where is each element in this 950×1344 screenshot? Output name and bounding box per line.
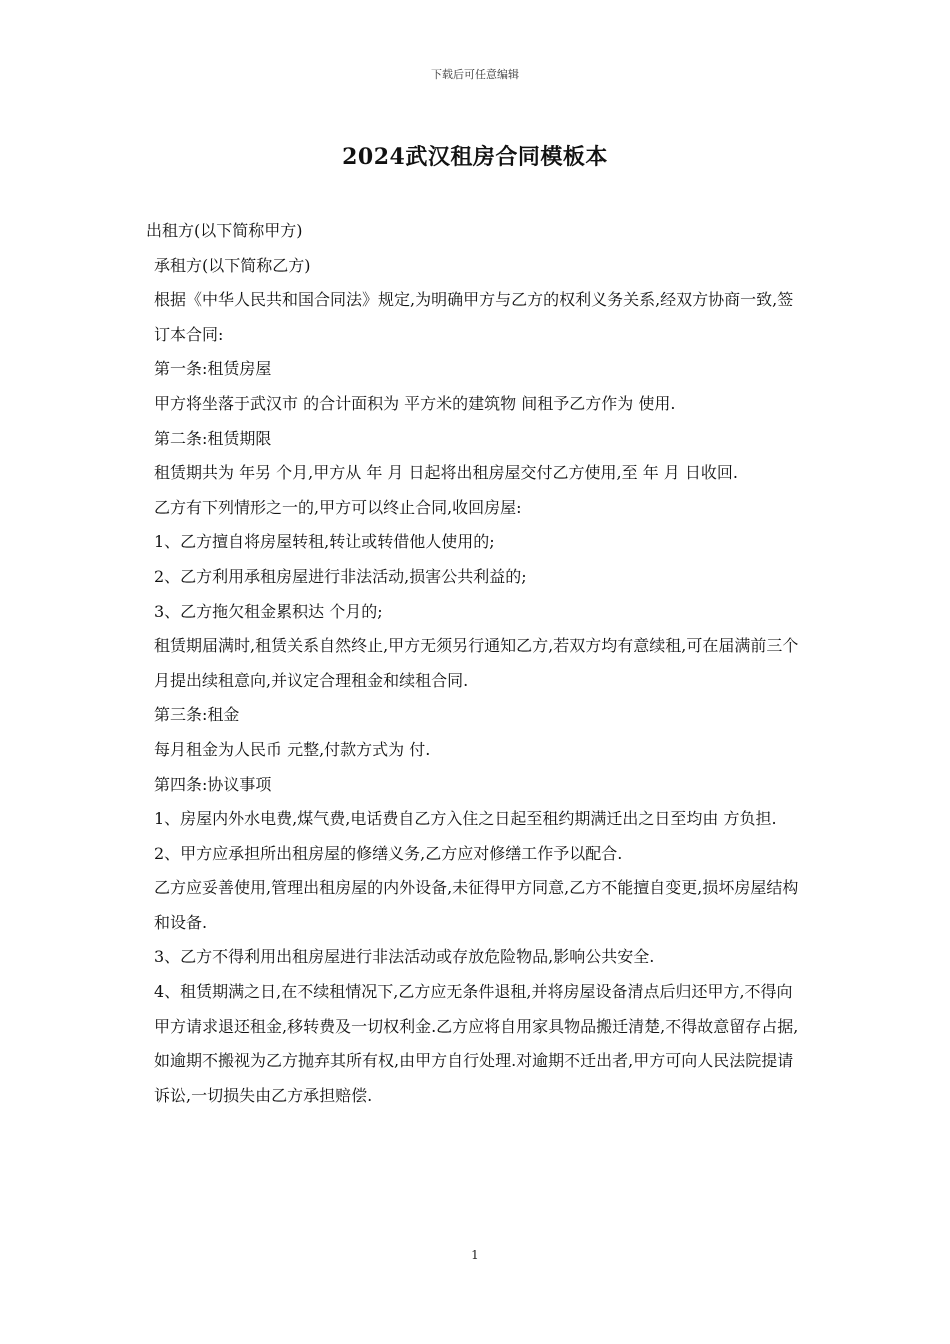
document-body: [146, 214, 808, 1113]
list-item-termination-3: 3、乙方拖欠租金累积达 个月的;: [154, 601, 383, 621]
article-1-heading: 第一条:租赁房屋: [154, 359, 272, 379]
paragraph-preamble: 根据《中华人民共和国合同法》规定,为明确甲方与乙方的权利义务关系,经双方协商一致,签订本合同:: [154, 290, 794, 344]
list-item-agreement-2: 2、甲方应承担所出租房屋的修缮义务,乙方应对修缮工作予以配合.: [154, 843, 623, 863]
header-note: 下载后可任意编辑: [431, 68, 519, 81]
list-item-agreement-4: 4、租赁期满之日,在不续租情况下,乙方应无条件退租,并将房屋设备清点后归还甲方,不得向甲方请求退还租金,移转费及一切权利金.乙方应将自用家具物品搬迁清楚,不得故意留存占据,如逾期不搬视为乙方抛弃其所有权,由甲方自行处理.对逾期不迁出者,甲方可向人民法院提请诉讼,一切损失由乙方承担赔偿.: [154, 982, 799, 1105]
list-item-termination-2: 2、乙方利用承租房屋进行非法活动,损害公共利益的;: [154, 566, 527, 586]
paragraph-maintenance: 乙方应妥善使用,管理出租房屋的内外设备,未征得甲方同意,乙方不能擅自变更,损坏房屋结构和设备.: [154, 878, 799, 932]
paragraph-lessee: 承租方(以下简称乙方): [154, 255, 311, 275]
list-item-agreement-1: 1、房屋内外水电费,煤气费,电话费自乙方入住之日起至租约期满迁出之日至均由 方负担.: [154, 809, 777, 829]
paragraph-termination-intro: 乙方有下列情形之一的,甲方可以终止合同,收回房屋:: [154, 497, 522, 517]
article-4-heading: 第四条:协议事项: [154, 774, 272, 794]
paragraph-premises: 甲方将坐落于武汉市 的合计面积为 平方米的建筑物 间租予乙方作为 使用.: [154, 393, 676, 413]
paragraph-lessor: 出租方(以下简称甲方): [146, 221, 303, 240]
page-number: 1: [471, 1248, 479, 1262]
paragraph-term: 租赁期共为 年另 个月,甲方从 年 月 日起将出租房屋交付乙方使用,至 年 月 日收回.: [154, 463, 738, 483]
article-3-heading: 第三条:租金: [154, 705, 240, 725]
list-item-agreement-3: 3、乙方不得利用出租房屋进行非法活动或存放危险物品,影响公共安全.: [154, 947, 655, 967]
document-title: 2024武汉租房合同模板本: [342, 144, 608, 170]
paragraph-rent: 每月租金为人民币 元整,付款方式为 付.: [154, 739, 431, 759]
article-2-heading: 第二条:租赁期限: [154, 428, 272, 448]
paragraph-renewal: 租赁期届满时,租赁关系自然终止,甲方无须另行通知乙方,若双方均有意续租,可在届满前三个月提出续租意向,并议定合理租金和续租合同.: [154, 636, 799, 690]
list-item-termination-1: 1、乙方擅自将房屋转租,转让或转借他人使用的;: [154, 532, 495, 552]
